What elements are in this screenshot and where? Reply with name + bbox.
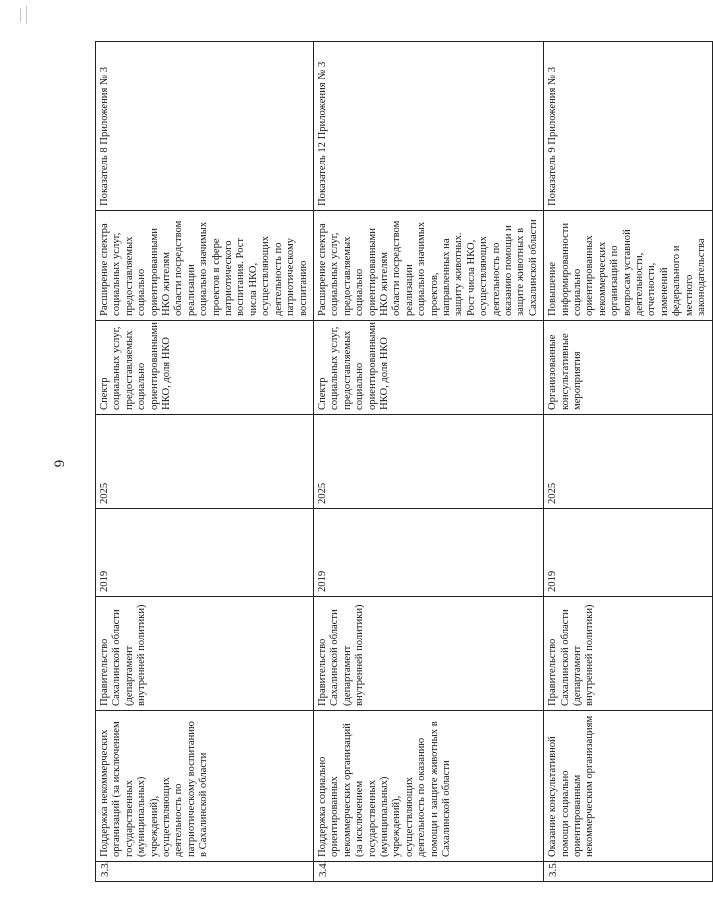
activity-cell: Поддержка социально ориентированных некоммерческих организаций (за исключением государственных (муниципальных) учреждений), осуществляющих деятельность по оказанию помощи и защите животных в Сахалинской области [313,711,543,862]
end-year-cell: 2025 [313,415,543,509]
row-number: 3.5. [544,862,712,882]
executor-cell: Правительство Сахалинской области (департамент внутренней политики) [544,597,712,711]
result-cell: Расширение спектра социальных услуг, предоставляемых социально ориентированными НКО жителям области посредством реализации социально значимых проектов в сфере патриотического воспитания. Рост числа НКО, осуществляющих деятельность по патриотическому воспитанию [96,211,314,321]
executor-cell: Правительство Сахалинской области (департамент внутренней политики) [96,597,314,711]
row-number: 3.3. [96,862,314,882]
table-row [313,42,543,882]
start-year-cell: 2019 [544,509,712,597]
end-year-cell: 2025 [544,415,712,509]
executor-cell: Правительство Сахалинской области (департамент внутренней политики) [313,597,543,711]
link-cell: Показатель 8 Приложения № 3 [96,42,314,211]
link-cell: Показатель 12 Приложения № 3 [313,42,543,211]
result-cell: Расширение спектра социальных услуг, предоставляемых социально ориентированными НКО жителям области посредством реализации социально значимых проектов, направленных на защиту животных. Рост числа НКО, осуществляющих деятельность по оказанию помощи и защите животных в Сахалинской области [313,211,543,321]
link-cell: Показатель 9 Приложения № 3 [544,42,712,211]
rotated-table-region [95,42,708,882]
activity-cell: Оказание консультативной помощи социально ориентированным некоммерческим организациям [544,711,712,862]
scan-speck [20,8,21,22]
end-year-cell: 2025 [96,415,314,509]
scan-speck [26,6,27,24]
activity-cell: Поддержка некоммерческих организаций (за исключением государственных (муниципальных) учреждений), осуществляющих деятельность по патриотическому воспитанию в Сахалинской области [96,711,314,862]
start-year-cell: 2019 [96,509,314,597]
program-activities-table [95,41,713,882]
indicator-cell: Организованные консультативные мероприятия [544,321,712,415]
table-row [544,42,712,882]
page-number: 6 [50,459,67,468]
indicator-cell: Спектр социальных услуг, предоставляемых социально ориентированными НКО, доля НКО [313,321,543,415]
table-row [96,42,314,882]
start-year-cell: 2019 [313,509,543,597]
row-number: 3.4. [313,862,543,882]
result-cell: Повышение информированности социально ориентированных некоммерческих организаций по вопросам уставной деятельности, отчетности, изменений федерального и местного законодательства [544,211,712,321]
indicator-cell: Спектр социальных услуг, предоставляемых социально ориентированными НКО, доля НКО [96,321,314,415]
